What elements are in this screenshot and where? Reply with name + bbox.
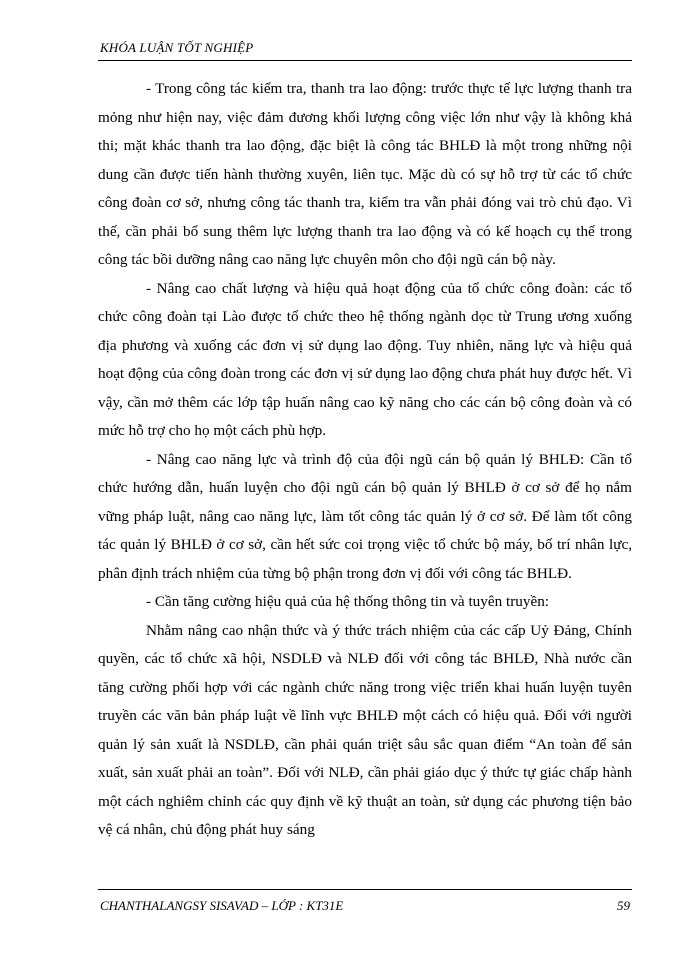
paragraph-information-heading: - Cần tăng cường hiệu quả của hệ thống thông tin và tuyên truyền: xyxy=(146,593,550,610)
footer-author: CHANTHALANGSY SISAVAD – LỚP : KT31E xyxy=(100,898,344,913)
document-body xyxy=(98,75,632,845)
paragraph-management-staff: - Nâng cao năng lực và trình độ của đội ngũ cán bộ quản lý BHLĐ: Cần tổ chức hướng dẫn, huấn luyện cho đội ngũ cán bộ quản lý BHLĐ ở cơ sở để họ nắm vững pháp luật, nâng cao năng lực, làm tốt công tác quản lý ở cơ sở. Để làm tốt công tác quản lý BHLĐ ở cơ sở, cần hết sức coi trọng việc tổ chức bộ máy, bố trí nhân lực, phân định trách nhiệm của từng bộ phận trong đơn vị đối với công tác BHLĐ. xyxy=(98,450,632,582)
footer-divider xyxy=(98,889,632,890)
paragraph-awareness: Nhằm nâng cao nhận thức và ý thức trách nhiệm của các cấp Uỷ Đảng, Chính quyền, các tổ chức xã hội, NSDLĐ và NLĐ đối với công tác BHLĐ, Nhà nước cần tăng cường phối hợp với các ngành chức năng trong việc triển khai huấn luyện tuyên truyền các văn bản pháp luật về lĩnh vực BHLĐ một cách có hiệu quả. Đối với người quản lý sản xuất là NSDLĐ, cần phải quán triệt sâu sắc quan điểm “An toàn để sản xuất, sản xuất phải an toàn”. Đối với NLĐ, cần phải giáo dục ý thức tự giác chấp hành một cách nghiêm chỉnh các quy định về kỹ thuật an toàn, sử dụng các phương tiện bảo vệ cá nhân, chủ động phát huy sáng xyxy=(98,621,632,838)
page-header-title: KHÓA LUẬN TỐT NGHIỆP xyxy=(100,40,254,55)
header-divider xyxy=(98,60,632,61)
page-number: 59 xyxy=(617,898,630,913)
paragraph-inspection: - Trong công tác kiểm tra, thanh tra lao động: trước thực tế lực lượng thanh tra mỏng như hiện nay, việc đảm đương khối lượng công việc lớn như vậy là không khả thi; mặt khác thanh tra lao động, đặc biệt là công tác BHLĐ là một trong những nội dung cần được tiến hành thường xuyên, liên tục. Mặc dù có sự hỗ trợ từ các tổ chức công đoàn cơ sở, nhưng công tác thanh tra, kiểm tra vẫn phải đóng vai trò chủ đạo. Vì thế, cần phải bổ sung thêm lực lượng thanh tra lao động và có kế hoạch cụ thể trong công tác bồi dưỡng nâng cao năng lực chuyên môn cho đội ngũ cán bộ này. xyxy=(98,80,632,268)
paragraph-trade-union: - Nâng cao chất lượng và hiệu quả hoạt động của tổ chức công đoàn: các tổ chức công đoàn tại Lào được tổ chức theo hệ thống ngành dọc từ Trung ương xuống địa phương và xuống các đơn vị sử dụng lao động. Tuy nhiên, năng lực và hiệu quả hoạt động của công đoàn trong các đơn vị sử dụng lao động chưa phát huy được hết. Vì vậy, cần mở thêm các lớp tập huấn nâng cao kỹ năng cho các cán bộ công đoàn và có mức hỗ trợ cho họ một cách phù hợp. xyxy=(98,279,632,439)
